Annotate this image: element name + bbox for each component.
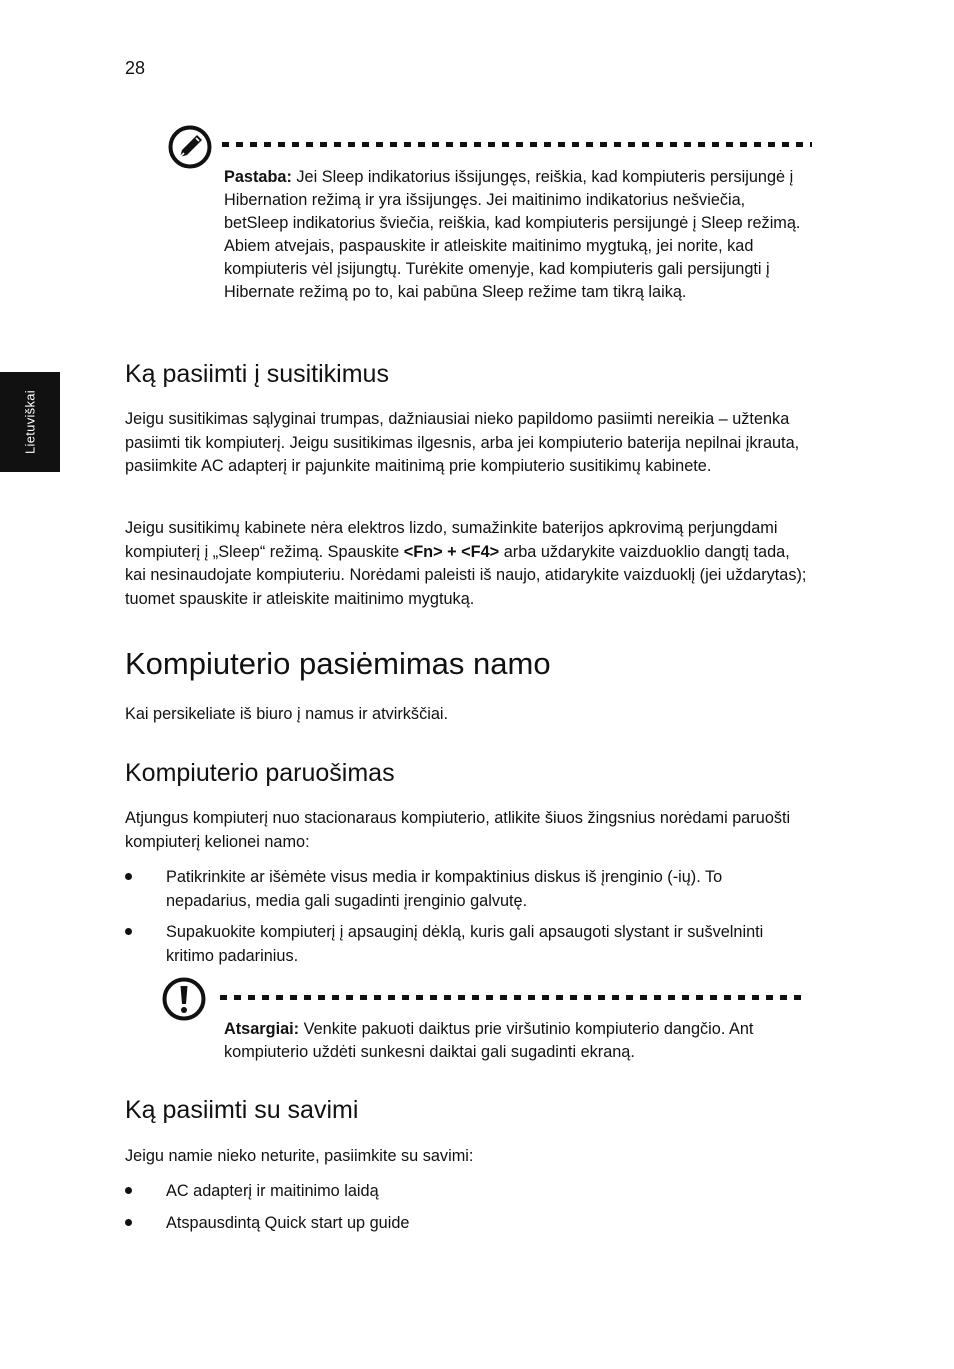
section-heading-preparation: Kompiuterio paruošimas	[125, 759, 395, 787]
take-with-bullet-1: AC adapterį ir maitinimo laidą	[166, 1182, 379, 1200]
section-heading-take-with: Ką pasiimti su savimi	[125, 1096, 359, 1124]
caution-divider	[220, 995, 808, 1000]
caution-body: Venkite pakuoti daiktus prie viršutinio kompiuterio dangčio. Ant kompiuterio uždėti sunkesni daiktai gali sugadinti ekraną.	[224, 1020, 754, 1062]
main-intro: Kai persikeliate iš biuro į namus ir atvirkščiai.	[125, 705, 449, 723]
take-with-intro: Jeigu namie nieko neturite, pasiimkite su savimi:	[125, 1147, 474, 1165]
page-title: Kompiuterio pasiėmimas namo	[125, 646, 551, 681]
caution-text	[224, 1018, 809, 1064]
bullet-marker	[125, 873, 132, 880]
page-number: 28	[125, 58, 146, 78]
note-label: Pastaba:	[224, 168, 292, 186]
preparation-intro: Atjungus kompiuterį nuo stacionaraus kompiuterio, atlikite šiuos žingsnius norėdami paruošti kompiuterį kelionei namo:	[125, 809, 791, 851]
note-pen-icon	[167, 124, 213, 170]
preparation-bullet-1: Patikrinkite ar išėmėte visus media ir kompaktinius diskus iš įrenginio (-ių). To nepadarius, media gali sugadinti įrenginio galvutę.	[166, 868, 723, 910]
caution-exclamation-icon	[161, 976, 207, 1022]
take-with-bullet-2: Atspausdintą Quick start up guide	[166, 1214, 410, 1232]
meetings-paragraph-2	[125, 517, 815, 611]
bullet-marker	[125, 1219, 132, 1226]
meetings-p2-before: Jeigu susitikimų kabinete nėra elektros lizdo, sumažinkite baterijos apkrovimą perjungdami kompiuterį į „Sleep“ režimą. Spauskite	[125, 519, 778, 561]
note-text	[224, 166, 809, 305]
meetings-paragraph-1: Jeigu susitikimas sąlyginai trumpas, dažniausiai nieko papildomo pasiimti nereikia – užtenka pasiimti tik kompiuterį. Jeigu susitikimas ilgesnis, arba jei kompiuterio baterija nepilnai įkrauta, pasiimkite AC adapterį ir pajunkite maitinimą prie kompiuterio susitikimų kabinete.	[125, 410, 800, 475]
bullet-marker	[125, 928, 132, 935]
preparation-bullet-2: Supakuokite kompiuterį į apsauginį dėklą, kuris gali apsaugoti slystant ir sušvelninti kritimo padarinius.	[166, 923, 764, 965]
note-body: Jei Sleep indikatorius išsijungęs, reiškia, kad kompiuteris persijungė į Hibernation režimą ir yra išsijungęs. Jei maitinimo indikatorius nešviečia, betSleep indikatorius šviečia, reiškia, kad kompiuteris persijungė į Sleep režimą. Abiem atvejais, paspauskite ir atleiskite maitinimo mygtuką, jei norite, kad kompiuteris vėl įsijungtų. Turėkite omenyje, kad kompiuteris gali persijungti į Hibernate režimą po to, kai pabūna Sleep režime tam tikrą laiką.	[224, 168, 801, 302]
fn-f4-keys: <Fn> + <F4>	[403, 542, 500, 561]
bullet-marker	[125, 1187, 132, 1194]
section-heading-meetings: Ką pasiimti į susitikimus	[125, 360, 389, 388]
language-side-tab	[0, 372, 60, 472]
meetings-p2-after: arba uždarykite vaizduoklio dangtį tada, kai nesinaudojate kompiuteriu. Norėdami paleisti iš naujo, atidarykite vaizduoklį (jei uždarytas); tuomet spauskite ir atleiskite maitinimo mygtuką.	[125, 542, 807, 608]
note-divider	[222, 142, 812, 147]
caution-label: Atsargiai:	[224, 1020, 300, 1038]
language-side-tab-label: Lietuviškai	[22, 390, 38, 454]
